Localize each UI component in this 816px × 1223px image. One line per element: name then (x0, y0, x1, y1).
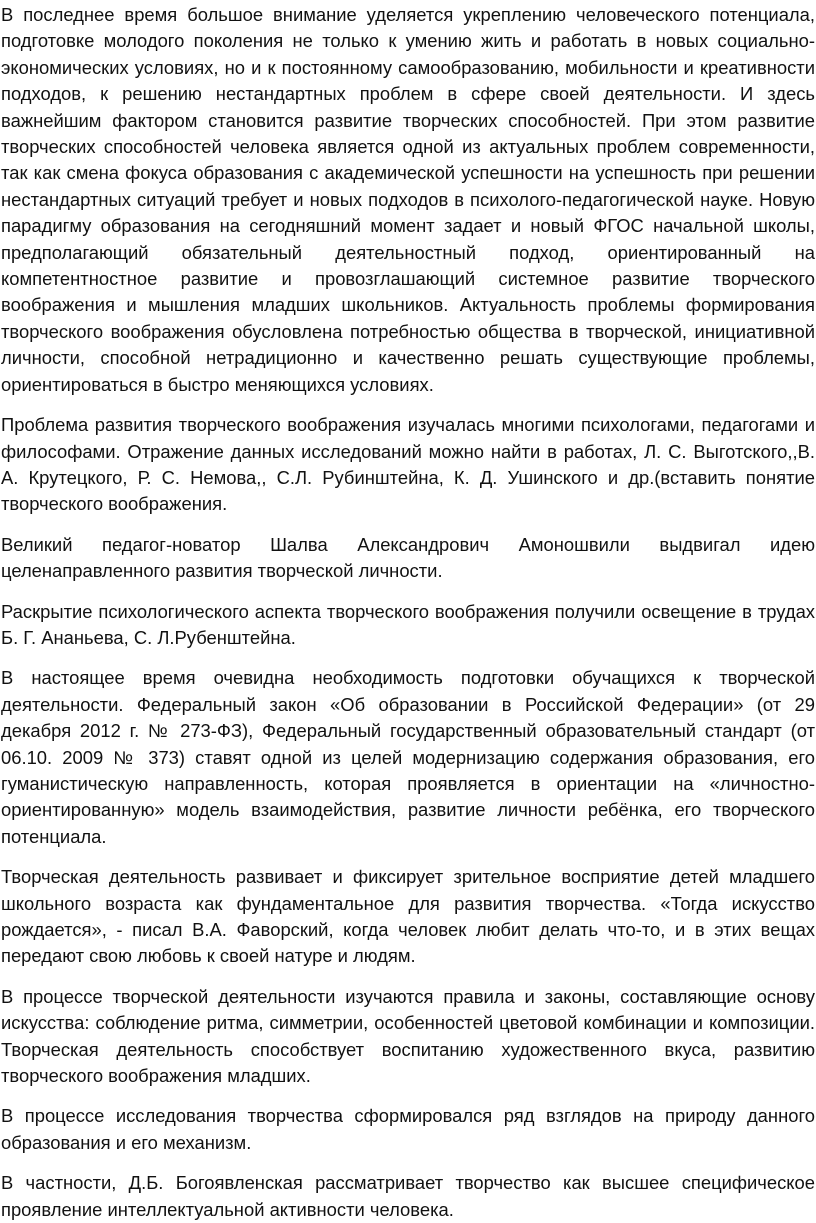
paragraph-bogoyavlenskaya: В частности, Д.Б. Богоявленская рассматривает творчество как высшее специфическое проявление интеллектуальной активности человека. (1, 1172, 815, 1220)
paragraph-favorsky: Творческая деятельность развивает и фиксирует зрительное восприятие детей младшего школьного возраста как фундаментальное для развития творчества. «Тогда искусство рождается», - писал В.А. Фаворский, когда человек любит делать что-то, и в этих вещах передают свою любовь к своей натуре и людям. (1, 866, 815, 967)
paragraph-views: В процессе исследования творчества сформировался ряд взглядов на природу данного образования и его механизм. (1, 1105, 815, 1153)
paragraph-art-rules: В процессе творческой деятельности изучаются правила и законы, составляющие основу искусства: соблюдение ритма, симметрии, особенностей цветовой комбинации и композиции. Творческая деятельность способствует воспитанию художественного вкуса, развитию творческого воображения младших. (1, 985, 815, 1087)
paragraph-research-problem: Проблема развития творческого воображения изучалась многими психологами, педагогами и философами. Отражение данных исследований можно найти в работах, Л. С. Выготского,,В. А. Крутецкого, Р. С. Немова,, С.Л. Рубинштейна, К. Д. Ушинского и др.(вставить понятие творческого воображения. (1, 414, 815, 515)
paragraph-intro: В последнее время большое внимание уделяется укреплению человеческого потенциала, подготовке молодого поколения не только к умению жить и работать в новых социально-экономических условиях, но и к постоянному самообразованию, мобильности и креативности подходов, к решению нестандартных проблем в сфере своей деятельности. И здесь важнейшим фактором становится развитие творческих способностей. При этом развитие творческих способностей человека является одной из актуальных проблем современности, так как смена фокуса образования с академической успешности на успешность при решении нестандартных ситуаций требует и новых подходов в психолого-педагогической науке. Новую парадигму образования на сегодняшний момент задает и новый ФГОС начальной школы, предполагающий обязательный деятельностный подход, ориентированный на компетентностное развитие и провозглашающий системное развитие творческого воображения и мышления младших школьников. Актуальность проблемы формирования творческого воображения обусловлена потребностью общества в творческой, инициативной личности, способной нетрадиционно и качественно решать существующие проблемы, ориентироваться в быстро меняющихся условиях. (1, 4, 815, 395)
paragraph-ananiev: Раскрытие психологического аспекта творческого воображения получили освещение в трудах Б. Г. Ананьева, С. Л.Рубенштейна. (1, 600, 815, 648)
paragraph-legislation: В настоящее время очевидна необходимость подготовки обучащихся к творческой деятельности. Федеральный закон «Об образовании в Российской Федерации» (от 29 декабря 2012 г. № 273-ФЗ), Федеральный государственный образовательный стандарт (от 06.10. 2009 № 373) ставят одной из целей модернизацию содержания образования, его гуманистическую направленность, которая проявляется в ориентации на «личностно-ориентированную» модель взаимодействия, развитие личности ребёнка, его творческого потенциала. (1, 667, 815, 847)
paragraph-amonashvili: Великий педагог-новатор Шалва Александрович Амоношвили выдвигал идею целенаправленного развития творческой личности. (1, 533, 815, 582)
